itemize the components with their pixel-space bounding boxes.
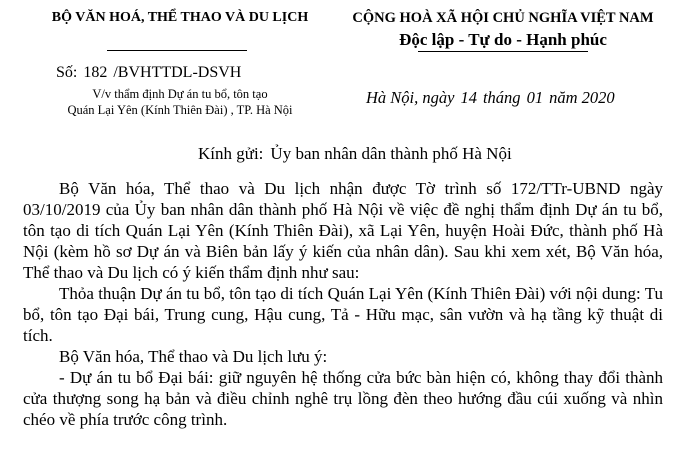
document-subject xyxy=(30,86,330,118)
body-paragraph-3: Bộ Văn hóa, Thể thao và Du lịch lưu ý: xyxy=(59,347,328,366)
subject-line-1: V/v thẩm định Dự án tu bổ, tôn tạo xyxy=(92,87,268,101)
document-number-value: 182 xyxy=(83,64,108,81)
national-title: CỘNG HOÀ XÃ HỘI CHỦ NGHĨA VIỆT NAM xyxy=(352,10,654,26)
issuing-agency: BỘ VĂN HOÁ, THỂ THAO VÀ DU LỊCH xyxy=(51,10,309,25)
national-motto: Độc lập - Tự do - Hạnh phúc xyxy=(399,30,607,49)
recipient-name: Ủy ban nhân dân thành phố Hà Nội xyxy=(270,144,512,163)
date-day: 14 xyxy=(460,88,477,107)
date-place: Hà Nội, ngày xyxy=(366,88,455,107)
document-body xyxy=(23,178,663,430)
recipient-line xyxy=(198,144,512,164)
subject-line-2: Quán Lại Yên (Kính Thiên Đài) , TP. Hà Nội xyxy=(67,103,293,117)
date-line xyxy=(366,88,615,108)
recipient-label: Kính gửi: xyxy=(198,144,264,163)
body-paragraph-2: Thỏa thuận Dự án tu bổ, tôn tạo di tích Quán Lại Yên (Kính Thiên Đài) với nội dung: Tu bổ, tôn tạo Đại bái, Trung cung, Hậu cung, Tả - Hữu mạc, sân vườn và hạ tầng kỹ thuật di tích. xyxy=(23,284,663,345)
date-year: năm 2020 xyxy=(549,88,615,107)
body-paragraph-4: - Dự án tu bổ Đại bái: giữ nguyên hệ thống cửa bức bàn hiện có, không thay đổi thành cửa thượng song hạ bản và điều chỉnh nghê trụ lồng đèn theo hướng đầu cúi xuống và nhìn chéo về phía trước công trình. xyxy=(23,368,663,429)
agency-underline xyxy=(107,50,247,51)
date-month: 01 xyxy=(526,88,544,107)
date-month-label: tháng xyxy=(482,88,521,107)
body-paragraph-1: Bộ Văn hóa, Thể thao và Du lịch nhận được Tờ trình số 172/TTr-UBND ngày 03/10/2019 của Ủy ban nhân dân thành phố Hà Nội về việc đề nghị thẩm định Dự án tu bổ, tôn tạo di tích Quán Lại Yên (Kính Thiên Đài), xã Lại Yên, huyện Hoài Đức, thành phố Hà Nội (kèm hồ sơ Dự án và Biên bản lấy ý kiến của nhân dân). Sau khi xem xét, Bộ Văn hóa, Thể thao và Du lịch có ý kiến thẩm định như sau: xyxy=(23,179,663,282)
document-number xyxy=(56,64,241,82)
motto-underline xyxy=(418,51,588,52)
document-number-prefix: Số: xyxy=(56,64,78,81)
document-number-suffix: /BVHTTDL-DSVH xyxy=(113,64,242,81)
